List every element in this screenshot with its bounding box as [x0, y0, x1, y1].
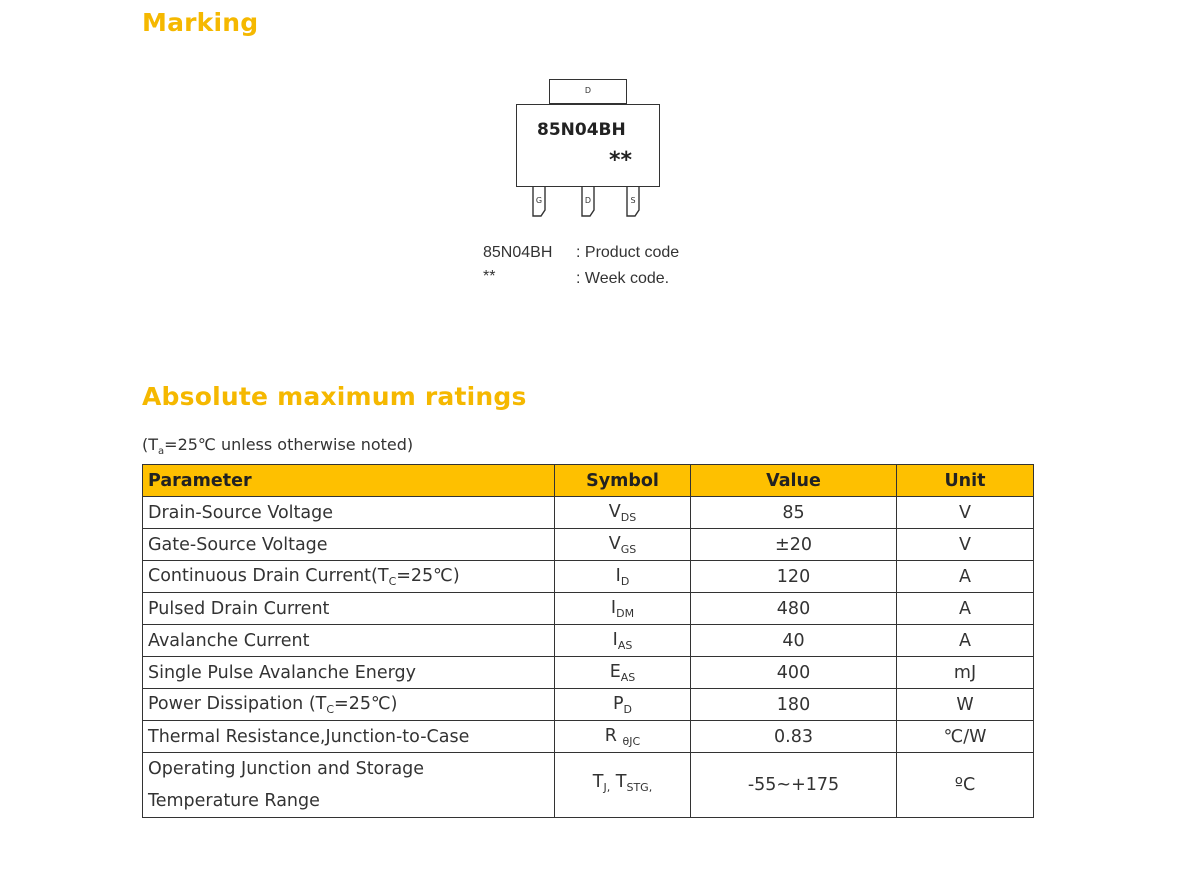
legend-term-product: 85N04BH: [483, 244, 553, 261]
cell-unit: mJ: [897, 657, 1034, 689]
cell-value: -55~+175: [691, 753, 897, 818]
cell-parameter: Gate-Source Voltage: [143, 529, 555, 561]
legend-term-week: **: [483, 268, 496, 285]
cell-parameter: Pulsed Drain Current: [143, 593, 555, 625]
cell-unit: V: [897, 497, 1034, 529]
cell-parameter: Operating Junction and Storage Temperature Range: [143, 753, 555, 818]
marking-heading: Marking: [142, 8, 259, 37]
pin-label-source: S: [630, 196, 636, 205]
conditions-note: ($T_a=25℃$ unless otherwise noted): [142, 435, 414, 458]
header-unit: Unit: [897, 465, 1034, 497]
legend-desc-week: : Week code.: [576, 270, 670, 287]
table-row: [143, 561, 1034, 593]
cell-parameter: Avalanche Current: [143, 625, 555, 657]
package-marking-drawing: [470, 72, 720, 242]
table-header-row: [143, 465, 1034, 497]
cell-unit: ℃/W: [897, 721, 1034, 753]
table-row: [143, 753, 1034, 818]
header-symbol: Symbol: [555, 465, 691, 497]
table-row: [143, 721, 1034, 753]
cell-value: 85: [691, 497, 897, 529]
package-body: [516, 104, 660, 187]
cell-symbol: $I_{AS}$: [555, 625, 691, 657]
table-row: [143, 529, 1034, 561]
table-row: [143, 657, 1034, 689]
table-row: [143, 625, 1034, 657]
cell-value: 480: [691, 593, 897, 625]
cell-value: 400: [691, 657, 897, 689]
cell-value: 120: [691, 561, 897, 593]
cell-parameter: Thermal Resistance,Junction-to-Case: [143, 721, 555, 753]
cell-symbol: $V_{DS}$: [555, 497, 691, 529]
package-week-code: **: [609, 148, 633, 173]
cell-unit: A: [897, 593, 1034, 625]
cell-symbol: $E_{AS}$: [555, 657, 691, 689]
cell-value: ±20: [691, 529, 897, 561]
cell-symbol: $T_{J,}$ $T_{STG,}$: [555, 753, 691, 818]
cell-symbol: $I_D$: [555, 561, 691, 593]
ratings-heading: Absolute maximum ratings: [142, 382, 527, 411]
table-row: [143, 689, 1034, 721]
cell-parameter: Drain-Source Voltage: [143, 497, 555, 529]
cell-parameter: Single Pulse Avalanche Energy: [143, 657, 555, 689]
cell-parameter: Continuous Drain $Current(T_C=25℃)$: [143, 561, 555, 593]
cell-unit: A: [897, 561, 1034, 593]
cell-value: 180: [691, 689, 897, 721]
table-row: [143, 497, 1034, 529]
cell-unit: ºC: [897, 753, 1034, 818]
cell-unit: V: [897, 529, 1034, 561]
cell-unit: W: [897, 689, 1034, 721]
cell-value: 40: [691, 625, 897, 657]
cell-symbol: $I_{DM}$: [555, 593, 691, 625]
cell-symbol: $P_D$: [555, 689, 691, 721]
tab-pin-label: D: [584, 86, 592, 95]
pin-label-gate: G: [535, 196, 543, 205]
cell-value: 0.83: [691, 721, 897, 753]
pin-label-drain: D: [584, 196, 592, 205]
legend-desc-product: : Product code: [576, 244, 680, 261]
header-parameter: Parameter: [143, 465, 555, 497]
header-value: Value: [691, 465, 897, 497]
package-product-code: 85N04BH: [537, 120, 626, 140]
ratings-table: [142, 464, 1034, 818]
cell-symbol: R $_{\theta JC}$: [555, 721, 691, 753]
package-tab: [549, 79, 627, 104]
cell-unit: A: [897, 625, 1034, 657]
cell-symbol: $V_{GS}$: [555, 529, 691, 561]
table-row: [143, 593, 1034, 625]
cell-parameter: Power Dissipation $(T_C=25℃)$: [143, 689, 555, 721]
